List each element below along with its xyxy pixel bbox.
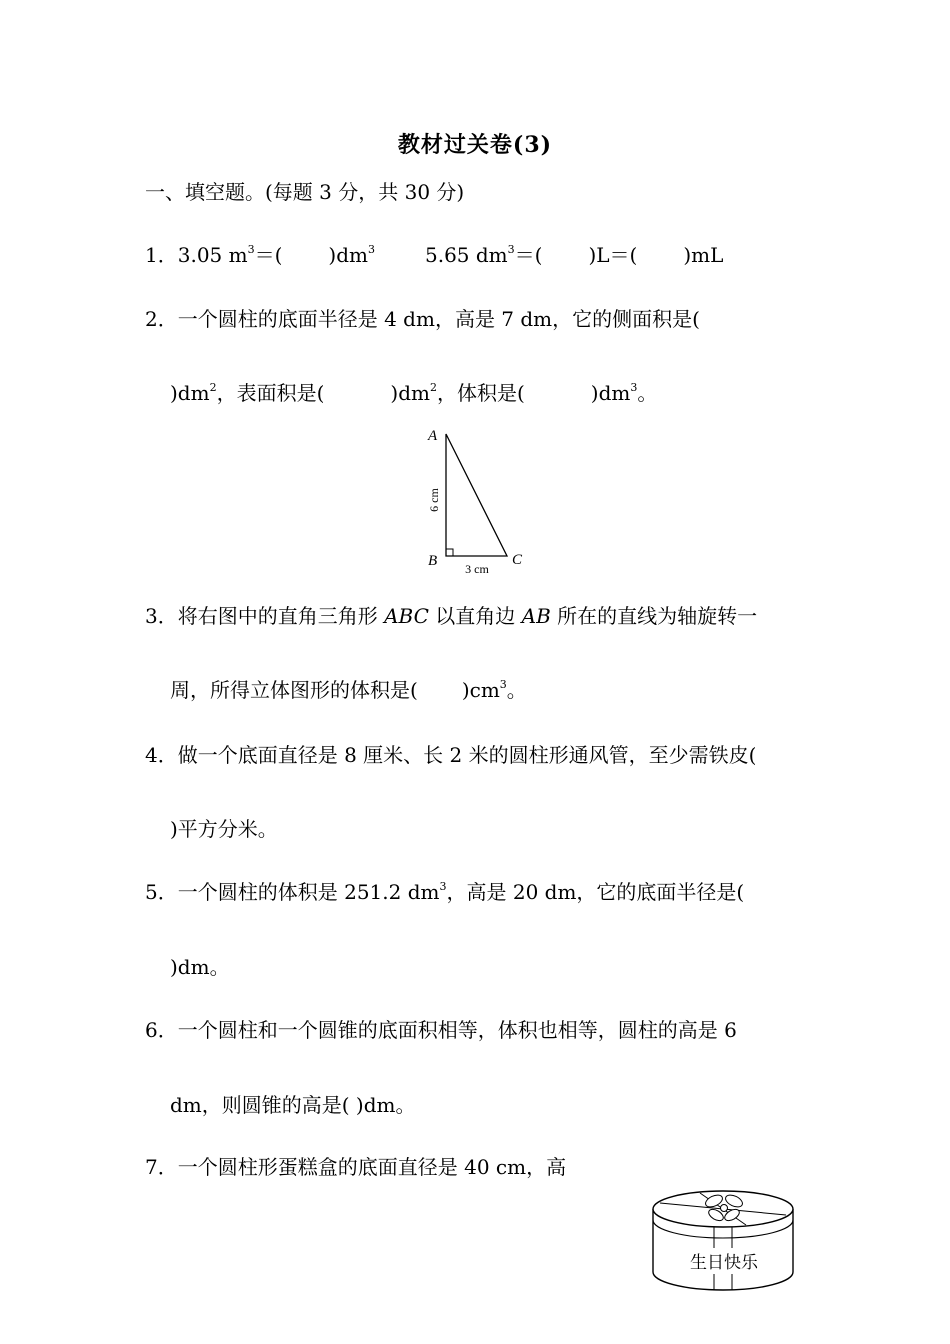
triangle-abc	[446, 434, 507, 556]
side-bc-length: 3 cm	[465, 562, 489, 576]
section-heading: 一、填空题。(每题 3 分，共 30 分)	[145, 180, 465, 204]
question-6-line-1: 6．一个圆柱和一个圆锥的底面积相等，体积也相等，圆柱的高是 6	[145, 1018, 737, 1042]
question-2-line-1: 2．一个圆柱的底面半径是 4 dm，高是 7 dm，它的侧面积是(	[145, 307, 700, 331]
side-ab-length: 6 cm	[427, 488, 441, 512]
q2-number: 2．	[145, 307, 178, 331]
q1-part-a: 3.05 m	[177, 243, 248, 267]
q1-number: 1．	[145, 243, 178, 267]
q1-part-b: 5.65 dm	[424, 243, 508, 267]
question-5-line-1: 5．一个圆柱的体积是 251.2 $dm^3$，高是 20 dm，它的底面半径是(	[145, 880, 745, 904]
right-triangle-figure	[420, 422, 530, 580]
question-5-line-2: )dm。	[170, 955, 230, 979]
q4-number: 4．	[145, 743, 178, 767]
question-2-line-2: )$dm^2$，表面积是( )$dm^2$，体积是( )$dm^3$。	[170, 381, 658, 405]
question-3-line-1: 3．将右图中的直角三角形 ABC 以直角边 AB 所在的直线为轴旋转一	[145, 604, 758, 628]
q5-number: 5．	[145, 880, 178, 904]
vertex-label-a: A	[428, 428, 438, 444]
page-title: 教材过关卷(3)	[397, 132, 553, 158]
question-7-line-1: 7．一个圆柱形蛋糕盒的底面直径是 40 cm，高	[145, 1155, 567, 1179]
question-4-line-1: 4．做一个底面直径是 8 厘米、长 2 米的圆柱形通风管，至少需铁皮(	[145, 743, 757, 767]
vertex-label-c: C	[512, 552, 523, 568]
question-1: 1．3.05 $m^3=$( )$dm^3$ 5.65 $dm^3=$( )L＝( )mL	[145, 243, 724, 267]
question-4-line-2: )平方分米。	[170, 817, 278, 841]
right-angle-mark	[446, 549, 453, 556]
question-6-line-2: dm，则圆锥的高是( )dm。	[170, 1093, 416, 1117]
cake-box-label: 生日快乐	[690, 1253, 758, 1272]
question-3-line-2: 周，所得立体图形的体积是( )$cm^3$。	[170, 678, 527, 702]
vertex-label-b: B	[428, 553, 438, 569]
cake-box-illustration	[648, 1184, 798, 1296]
q7-number: 7．	[145, 1155, 178, 1179]
q3-number: 3．	[145, 604, 178, 628]
q6-number: 6．	[145, 1018, 178, 1042]
